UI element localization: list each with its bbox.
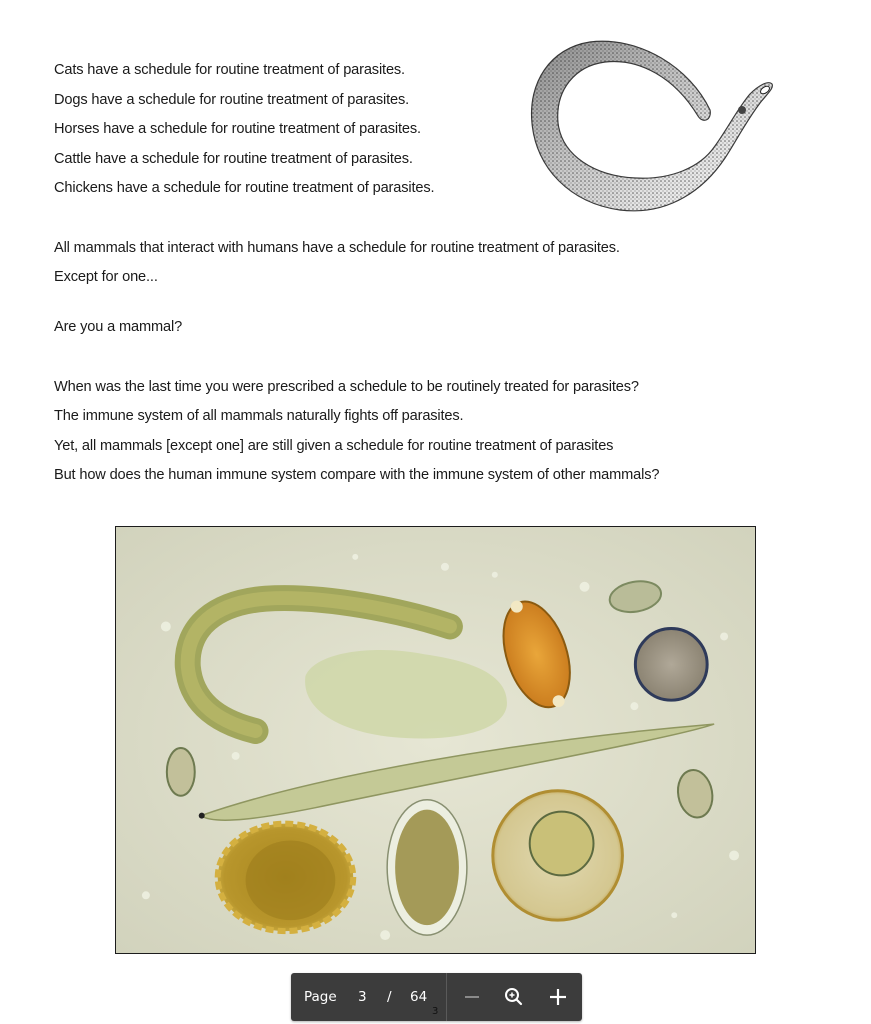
total-pages: 64 xyxy=(410,989,428,1005)
page-label: Page xyxy=(304,989,337,1005)
plus-icon xyxy=(544,983,572,1011)
taenia-egg xyxy=(635,629,707,701)
toolbar-divider xyxy=(446,973,447,1021)
worm-illustration xyxy=(520,28,778,218)
fit-zoom-button[interactable] xyxy=(500,983,528,1011)
pdf-page-toolbar xyxy=(291,973,582,1021)
current-page-input[interactable]: 3 xyxy=(358,989,367,1005)
zoom-out-button[interactable] xyxy=(458,983,486,1011)
intro-line-chickens: Chickens have a schedule for routine treatment of parasites. xyxy=(54,180,435,196)
worm-shading xyxy=(532,41,773,211)
except-line: Except for one... xyxy=(54,269,158,285)
intro-line-cattle: Cattle have a schedule for routine treatment of parasites. xyxy=(54,151,413,167)
closing-line-3: Yet, all mammals [except one] are still given a schedule for routine treatment of parasites xyxy=(54,438,614,454)
page-separator: / xyxy=(387,989,392,1005)
intro-line-dogs: Dogs have a schedule for routine treatment of parasites. xyxy=(54,92,410,108)
zoom-in-button[interactable] xyxy=(544,983,572,1011)
closing-line-2: The immune system of all mammals naturally fights off parasites. xyxy=(54,408,464,424)
intro-line-horses: Horses have a schedule for routine treatment of parasites. xyxy=(54,121,421,137)
closing-line-1: When was the last time you were prescribed a schedule to be routinely treated for parasites? xyxy=(54,379,639,395)
question-line: Are you a mammal? xyxy=(54,319,183,335)
minus-icon xyxy=(458,983,486,1011)
zoom-in-magnifier-icon xyxy=(500,983,528,1011)
page-subscript: 3 xyxy=(432,1006,439,1017)
closing-line-4: But how does the human immune system compare with the immune system of other mammals? xyxy=(54,467,660,483)
small-cyst-left xyxy=(167,748,195,796)
intro-line-cats: Cats have a schedule for routine treatment of parasites. xyxy=(54,62,405,78)
parasite-micrograph xyxy=(115,526,756,954)
mammals-line: All mammals that interact with humans have a schedule for routine treatment of parasites. xyxy=(54,240,620,256)
worm-sucker xyxy=(738,106,746,114)
